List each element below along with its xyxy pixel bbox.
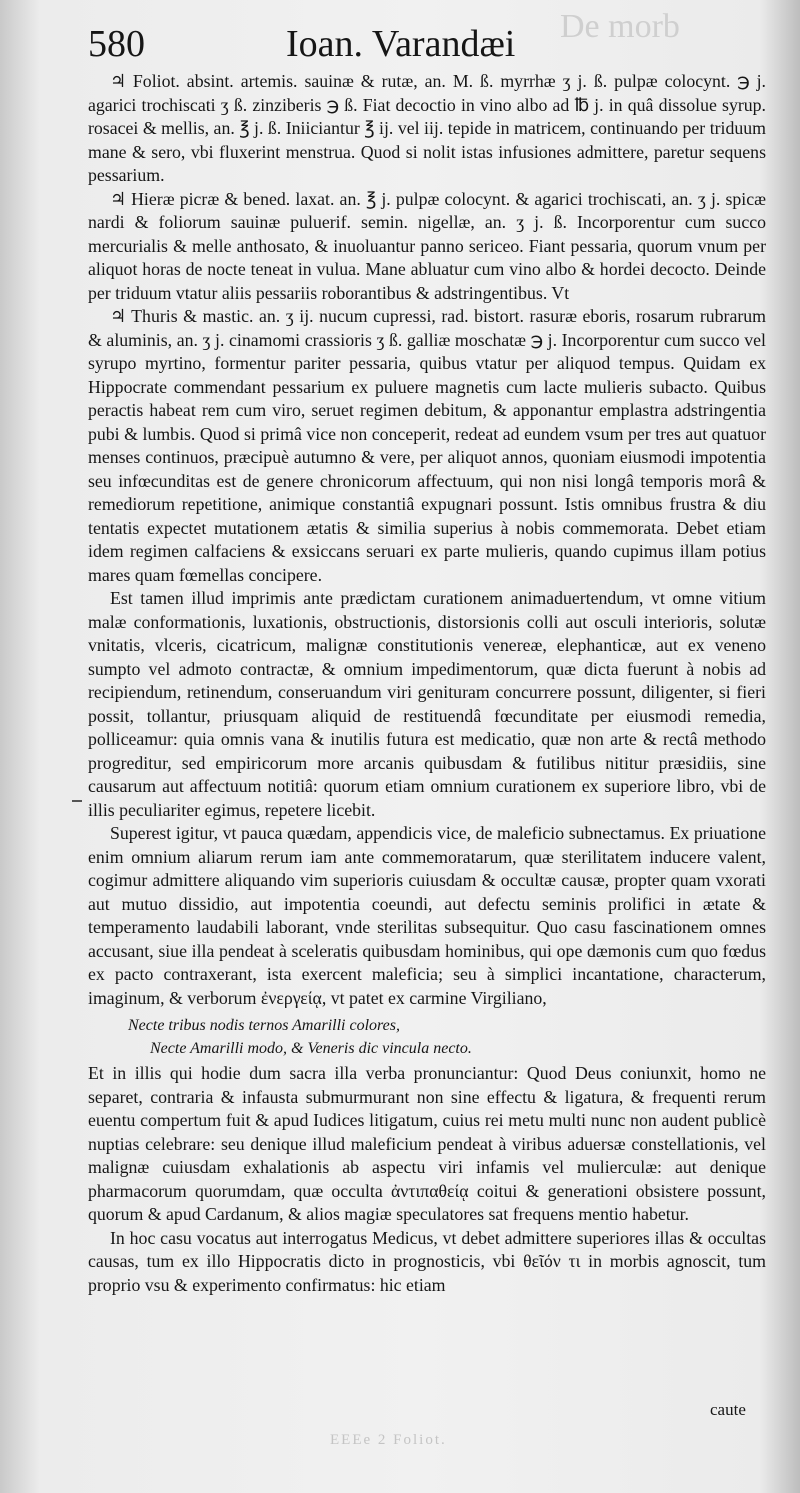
paragraph-maleficium: Superest igitur, vt pauca quædam, appendicis vice, de maleficio subnectamus. Ex priuatione enim omnium aliarum rerum iam ante commemoratarum, quæ sterilitatem inducere valent, cogimur admittere aliquando vim superioris cuiusdam & occultæ causæ, propter quam vxorati aut mutuo dissidio, aut impotentia coeundi, aut defectu seminis prolifici in ætate & temperamento laudabili laborant, vnde sterilitas subsequitur. Quo casu fascinationem omnes accusant, siue illa pendeat à sceleratis quibusdam hominibus, qui ope dæmonis cum quo fœdus ex pacto contraxerant, ista exercent maleficia; seu à simplici incantatione, characterum, imaginum, & verborum ἐνεργείᾳ, vt patet ex carmine Virgiliano, bbox=[88, 823, 766, 1008]
catchword: caute bbox=[710, 1400, 746, 1419]
page-number: 580 bbox=[88, 23, 145, 65]
verse-line-2: Necte Amarilli modo, & Veneris dic vincula necto. bbox=[150, 1040, 472, 1057]
paragraph-medicus: In hoc casu vocatus aut interrogatus Medicus, vt debet admittere superiores illas & occultas causas, tum ex illo Hippocratis dicto in prognosticis, vbi θεῖόν τι in morbis agnoscit, tum proprio vsu & experimento confirmatus: hic etiam bbox=[88, 1227, 766, 1295]
body-text bbox=[88, 70, 766, 1297]
paragraph-recipe-3: ♃ Thuris & mastic. an. ʒ ij. nucum cupressi, rad. bistort. rasuræ eboris, rosarum rubrarum & aluminis, an. ʒ j. cinamomi crassioris ʒ ß. galliæ moschatæ ℈ j. Incorporentur cum succo vel syrupo myrtino, formentur pariter pessaria, quibus vtatur per aliquod tempus. Quidam ex Hippocrate commendant pessarium ex puluere magnetis cum lacte mulieris subacto. Quibus peractis habeat rem cum viro, seruet regimen debitum, & apponantur emplastra adstringentia pubi & lumbis. Quod si primâ vice non conceperit, redeat ad eundem vsum per tres aut quatuor menses continuos, præcipuè autumno & vere, per aliquot annos, quoniam eiusmodi impotentia seu infœcunditas est de genere chronicorum affectuum, qui non nisi longâ temporis morâ & remediorum repetitione, animique constantiâ expugnari possunt. Istis omnibus frustra & diu tentatis expectet mutationem ætatis & similia superius à nobis commemorata. Debet etiam idem regimen calfaciens & exsiccans seruari ex parte mulieris, quando cupimus illam potius mares quam fœmellas concipere. bbox=[88, 306, 766, 585]
paragraph-recipe-1: ♃ Foliot. absint. artemis. sauinæ & rutæ, an. M. ß. myrrhæ ʒ j. ß. pulpæ colocynt. ℈ j. agarici trochiscati ʒ ß. zinziberis ℈ ß. Fiat decoctio in vino albo ad ℔ j. in quâ dissolue syrup. rosacei & mellis, an. ℥ j. ß. Iniiciantur ℥ ij. vel iij. tepide in matricem, continuando per triduum mane & sero, vbi fluxerint menstrua. Quod si nolit istas infusiones admittere, paretur sequens pessarium. bbox=[88, 71, 766, 185]
paragraph-after-verse: Et in illis qui hodie dum sacra illa verba pronunciantur: Quod Deus coniunxit, homo ne separet, contraria & infausta submurmurant non sine effectu & ligatura, & frequenti rerum euentu compertum fuit & apud Iudices litigatum, cuius rei metu multi nunc non audent publicè nuptias celebrare: seu denique illud maleficium pendeat à viribus aduersæ constellationis, vel malignæ cuiusdam exhalationis ab aspectu viri infamis vel mulierculæ: aut denique pharmacorum quorumdam, quæ occulta ἀντιπαθείᾳ coitui & generationi obsistere possunt, quorum & apud Cardanum, & alios magiæ speculatores sat frequens mentio habetur. bbox=[88, 1063, 766, 1224]
paragraph-recipe-2: ♃ Hieræ picræ & bened. laxat. an. ℥ j. pulpæ colocynt. & agarici trochiscati, an. ʒ j. spicæ nardi & foliorum sauinæ puluerif. semin. nigellæ, an. ʒ j. ß. Incorporentur cum succo mercurialis & melle anthosato, & inuoluantur panno sericeo. Fiant pessaria, quorum vnum per aliquot horas de nocte teneat in vulua. Mane abluatur cum vino albo & hordei decocto. Deinde per triduum vtatur aliis pessariis roborantibus & adstringentibus. Vt bbox=[88, 188, 766, 303]
verse-line-1: Necte tribus nodis ternos Amarilli colores, bbox=[128, 1017, 400, 1034]
page-header bbox=[88, 22, 760, 72]
running-title: Ioan. Varandæi bbox=[286, 23, 516, 65]
margin-mark bbox=[72, 800, 82, 802]
bleed-through-text: De morb bbox=[560, 8, 680, 45]
paragraph-curation: Est tamen illud imprimis ante prædictam curationem animaduertendum, vt omne vitium malæ conformationis, luxationis, obstructionis, distorsionis colli aut osculi interioris, solutæ vnitatis, vlceris, cicatricum, malignæ constitutionis venereæ, elephanticæ, aut ex veneno sumpto vel admoto contractæ, & omnium impedimentorum, quæ dicta fuerunt à nobis ad recipiendum, retinendum, conseruandum viri genituram concurrere possunt, diligenter, si fieri possit, tollantur, priusquam aliquid de restituendâ fœcunditate per eiusmodi remedia, polliceamur: quia omnis vana & inutilis futura est medicatio, quæ non arte & rectâ methodo progreditur, sed empiricorum more arcanis quibusdam & futilibus nititur præsidiis, sine causarum aut affectuum notitiâ: quorum etiam omnium curationem ex superiore libro, vbi de illis peculiariter egimus, repetere licebit. bbox=[88, 588, 766, 820]
bleed-through-signature: EEEe 2 Foliot. bbox=[330, 1432, 447, 1448]
verse-quotation bbox=[88, 1014, 766, 1060]
